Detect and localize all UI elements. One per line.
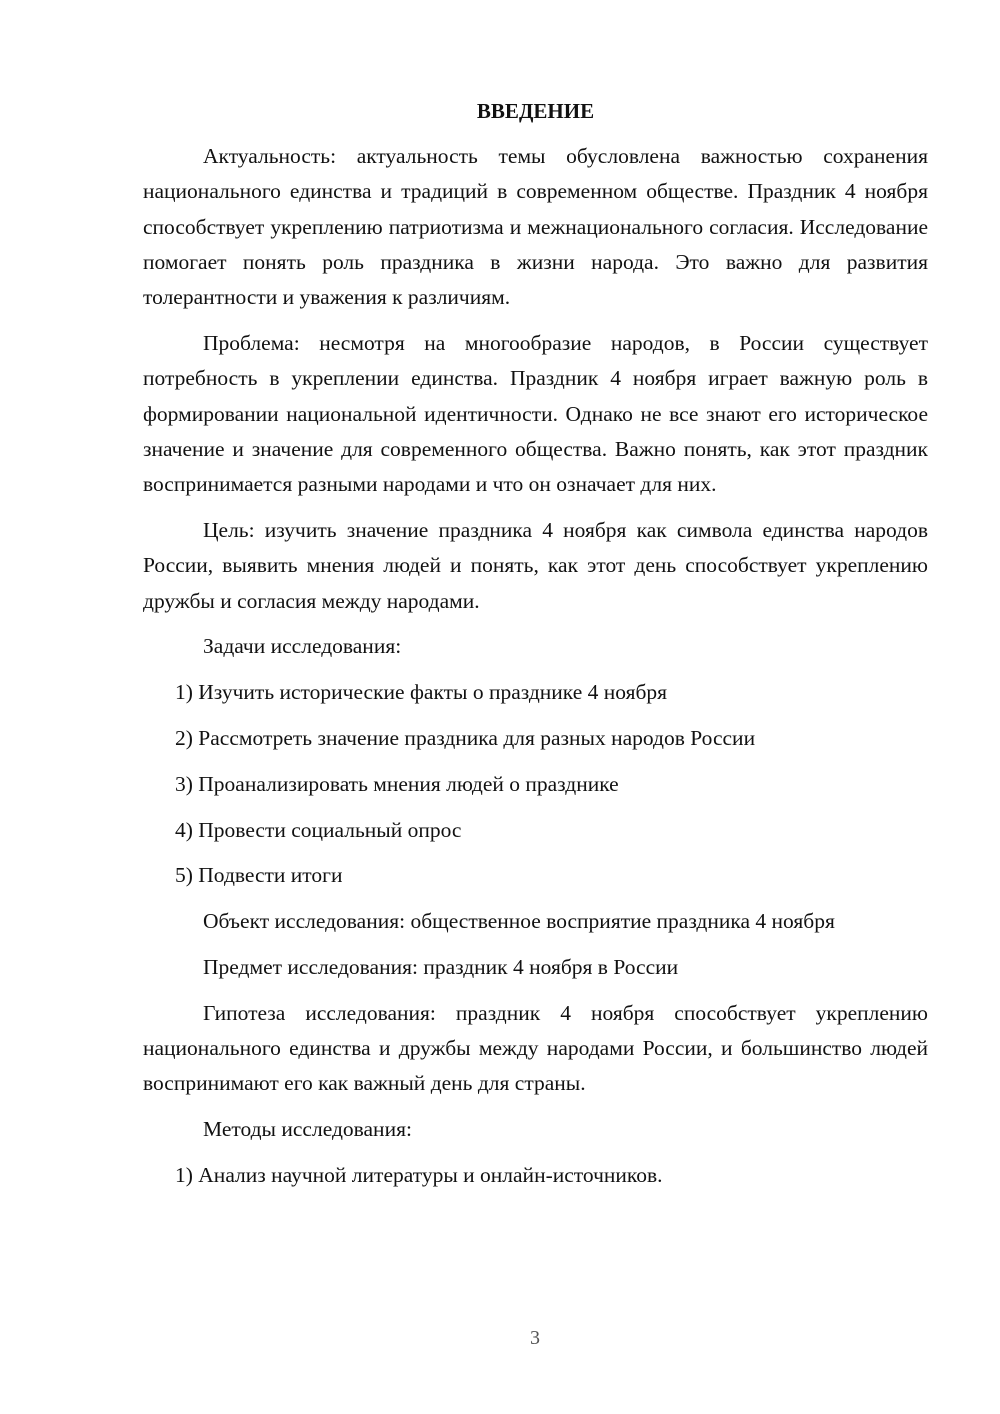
tasks-list xyxy=(143,675,928,893)
section-title: ВВЕДЕНИЕ xyxy=(476,99,595,123)
methods-list xyxy=(143,1158,928,1193)
paragraph-relevance: Актуальность: актуальность темы обусловлена важностью сохранения национального единства и традиций в современном обществе. Праздник 4 ноября способствует укреплению патриотизма и межнационального согласия. Исследование помогает понять роль праздника в жизни народа. Это важно для развития толерантности и уважения к различиям. xyxy=(143,144,928,310)
list-item: 1) Анализ научной литературы и онлайн-источников. xyxy=(175,1162,663,1187)
list-item: 5) Подвести итоги xyxy=(175,863,343,888)
document-page xyxy=(143,95,928,1204)
list-item: 4) Провести социальный опрос xyxy=(175,817,462,842)
paragraph-hypothesis: Гипотеза исследования: праздник 4 ноября способствует укреплению национального единства и дружбы между народами России, и большинство людей воспринимают его как важный день для страны. xyxy=(143,1000,928,1096)
list-item: 3) Проанализировать мнения людей о празднике xyxy=(175,771,619,796)
paragraph-goal: Цель: изучить значение праздника 4 ноября как символа единства народов России, выявить мнения людей и понять, как этот день способствует укреплению дружбы и согласия между народами. xyxy=(143,517,928,613)
paragraph-subject: Предмет исследования: праздник 4 ноября в России xyxy=(203,954,679,979)
methods-heading: Методы исследования: xyxy=(203,1117,412,1142)
tasks-heading: Задачи исследования: xyxy=(203,634,402,659)
list-item: 1) Изучить исторические факты о празднике 4 ноября xyxy=(175,680,668,705)
page-number: 3 xyxy=(530,1327,540,1349)
paragraph-problem: Проблема: несмотря на многообразие народов, в России существует потребность в укреплении единства. Праздник 4 ноября играет важную роль в формировании национальной идентичности. Однако не все знают его историческое значение и значение для современного общества. Важно понять, как этот праздник воспринимается разными народами и что он означает для них. xyxy=(143,330,928,497)
list-item: 2) Рассмотреть значение праздника для разных народов России xyxy=(175,725,756,750)
paragraph-object: Объект исследования: общественное восприятие праздника 4 ноября xyxy=(203,909,835,934)
